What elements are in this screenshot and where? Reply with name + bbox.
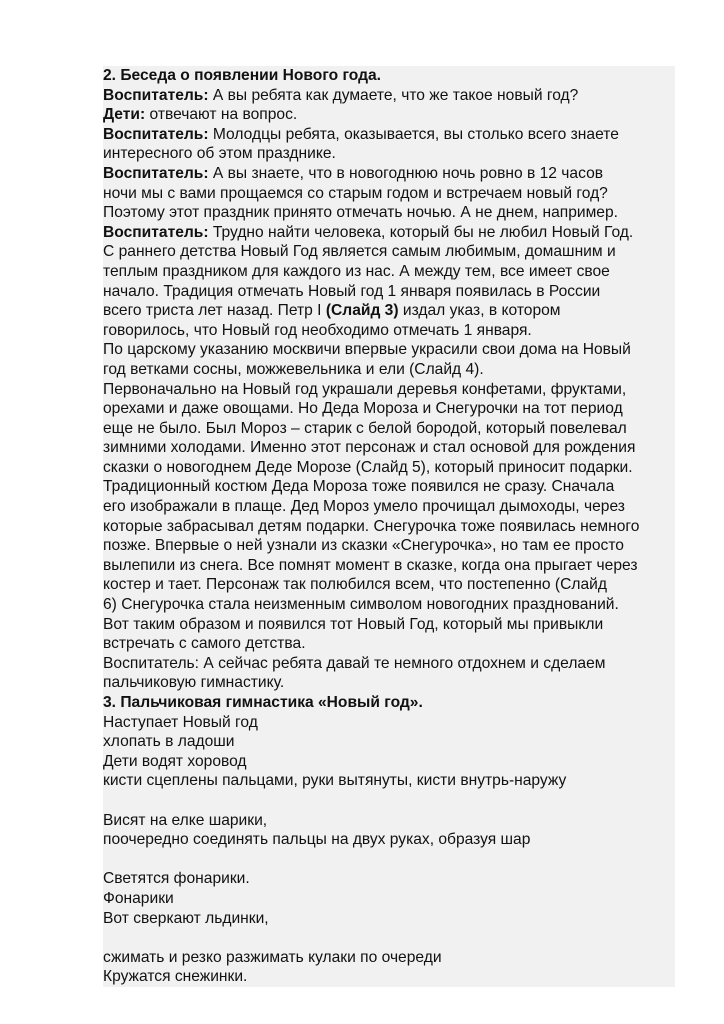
text-line (103, 673, 675, 693)
text-line (103, 360, 675, 380)
line-text: встречать с самого детства. (103, 635, 306, 653)
line-text: отвечают на вопрос. (145, 106, 298, 124)
line-text: ночи мы с вами прощаемся со старым годом и встречаем новый год? (103, 184, 608, 202)
text-line (103, 615, 675, 635)
text-line (103, 203, 675, 223)
text-line (103, 556, 675, 576)
line-text: издал указ, в котором (398, 302, 561, 320)
blank-line (103, 850, 675, 870)
section-heading: 2. Беседа о появлении Нового года. (103, 67, 381, 84)
document-text (103, 66, 675, 987)
line-text: Традиционный костюм Деда Мороза тоже появился не сразу. Сначала (103, 478, 615, 496)
dialogue-line (103, 125, 675, 145)
line-text: говорилось, что Новый год необходимо отмечать 1 января. (103, 321, 532, 339)
line-text: Первоначально на Новый год украшали деревья конфетами, фруктами, (103, 380, 627, 398)
line-text: Светятся фонарики. (103, 870, 250, 888)
line-text: год ветками сосны, можжевельника и ели (Слайд 4). (103, 360, 484, 378)
line-text: костер и тает. Персонаж так полюбился всем, что постепенно (Слайд (103, 576, 607, 594)
line-text: Вот сверкают льдинки, (103, 909, 269, 927)
text-line (103, 713, 675, 733)
line-text: Трудно найти человека, который бы не любил Новый Год. (208, 223, 634, 241)
text-line (103, 811, 675, 831)
text-line (103, 262, 675, 282)
blank-line (103, 791, 675, 811)
text-line (103, 184, 675, 204)
slide-reference: (Слайд 3) (325, 302, 399, 320)
line-text: хлопать в ладоши (103, 733, 235, 751)
text-line (103, 634, 675, 654)
line-text: поочередно соединять пальцы на двух руках, образуя шар (103, 831, 531, 849)
line-text: теплым праздником для каждого из нас. А между тем, все имеет свое (103, 262, 610, 280)
line-text: Поэтому этот праздник принято отмечать ночью. А не днем, например. (103, 204, 618, 222)
line-text: еще не было. Был Мороз – старик с белой бородой, который повелевал (103, 419, 627, 437)
line-text: зимними холодами. Именно этот персонаж и стал основой для рождения (103, 439, 636, 457)
line-text: вылепили из снега. Все помнят момент в сказке, когда она прыгает через (103, 556, 638, 574)
text-line (103, 380, 675, 400)
line-text: его изображали в плаще. Дед Мороз умело прочищал дымоходы, через (103, 498, 625, 516)
text-line (103, 752, 675, 772)
speaker-label: Дети: (103, 106, 146, 124)
line-text: которые забрасывал детям подарки. Снегурочка тоже появилась немного (103, 517, 640, 535)
text-line (103, 242, 675, 262)
text-line (103, 517, 675, 537)
text-line (103, 497, 675, 517)
speaker-label: Воспитатель: (103, 125, 209, 143)
line-text: Фонарики (103, 889, 174, 907)
text-line (103, 967, 675, 987)
line-text: С раннего детства Новый Год является самым любимым, домашним и (103, 243, 616, 261)
line-text: Молодцы ребята, оказывается, вы столько всего знаете (208, 125, 619, 143)
text-line (103, 419, 675, 439)
line-text: позже. Впервые о ней узнали из сказки «Снегурочка», но там ее просто (103, 537, 624, 555)
section-heading: 3. Пальчиковая гимнастика «Новый год». (103, 694, 423, 711)
text-line (103, 301, 675, 321)
speaker-label: Воспитатель: (103, 223, 209, 241)
text-line (103, 458, 675, 478)
text-line (103, 732, 675, 752)
text-line (103, 536, 675, 556)
text-line (103, 477, 675, 497)
line-text: А вы знаете, что в новогоднюю ночь ровно в 12 часов (208, 164, 604, 182)
dialogue-line (103, 105, 675, 125)
line-text: Кружатся снежинки. (103, 968, 248, 986)
line-text: Наступает Новый год (103, 713, 258, 731)
text-line (103, 144, 675, 164)
line-text: интересного об этом празднике. (103, 145, 336, 163)
text-line (103, 438, 675, 458)
dialogue-line (103, 223, 675, 243)
text-line (103, 869, 675, 889)
line-text: Вот таким образом и появился тот Новый Год, который мы привыкли (103, 615, 604, 633)
line-text: 6) Снегурочка стала неизменным символом новогодних празднований. (103, 596, 619, 614)
line-text: начало. Традиция отмечать Новый год 1 января появилась в России (103, 282, 601, 300)
line-text: всего триста лет назад. Петр I (103, 302, 326, 320)
line-text: Висят на елке шарики, (103, 811, 268, 829)
text-line (103, 948, 675, 968)
text-line (103, 771, 675, 791)
speaker-label: Воспитатель: (103, 164, 209, 182)
dialogue-line (103, 86, 675, 106)
blank-line (103, 928, 675, 948)
line-text: сжимать и резко разжимать кулаки по очереди (103, 948, 442, 966)
text-line (103, 654, 675, 674)
text-line (103, 595, 675, 615)
text-line (103, 321, 675, 341)
text-line (103, 830, 675, 850)
line-text: пальчиковую гимнастику. (103, 674, 285, 692)
text-line (103, 340, 675, 360)
text-line (103, 909, 675, 929)
line-text: Дети водят хоровод (103, 752, 247, 770)
dialogue-line (103, 164, 675, 184)
text-line (103, 575, 675, 595)
line-text: Воспитатель: А сейчас ребята давай те немного отдохнем и сделаем (103, 654, 606, 672)
text-line (103, 399, 675, 419)
line-text: сказки о новогоднем Деде Морозе (Слайд 5), который приносит подарки. (103, 458, 633, 476)
text-line (103, 282, 675, 302)
text-line (103, 889, 675, 909)
line-text: А вы ребята как думаете, что же такое новый год? (208, 86, 579, 104)
line-text: По царскому указанию москвичи впервые украсили свои дома на Новый (103, 341, 631, 359)
line-text: кисти сцеплены пальцами, руки вытянуты, кисти внутрь-наружу (103, 772, 567, 790)
speaker-label: Воспитатель: (103, 86, 209, 104)
line-text: орехами и даже овощами. Но Деда Мороза и Снегурочки на тот период (103, 400, 623, 418)
